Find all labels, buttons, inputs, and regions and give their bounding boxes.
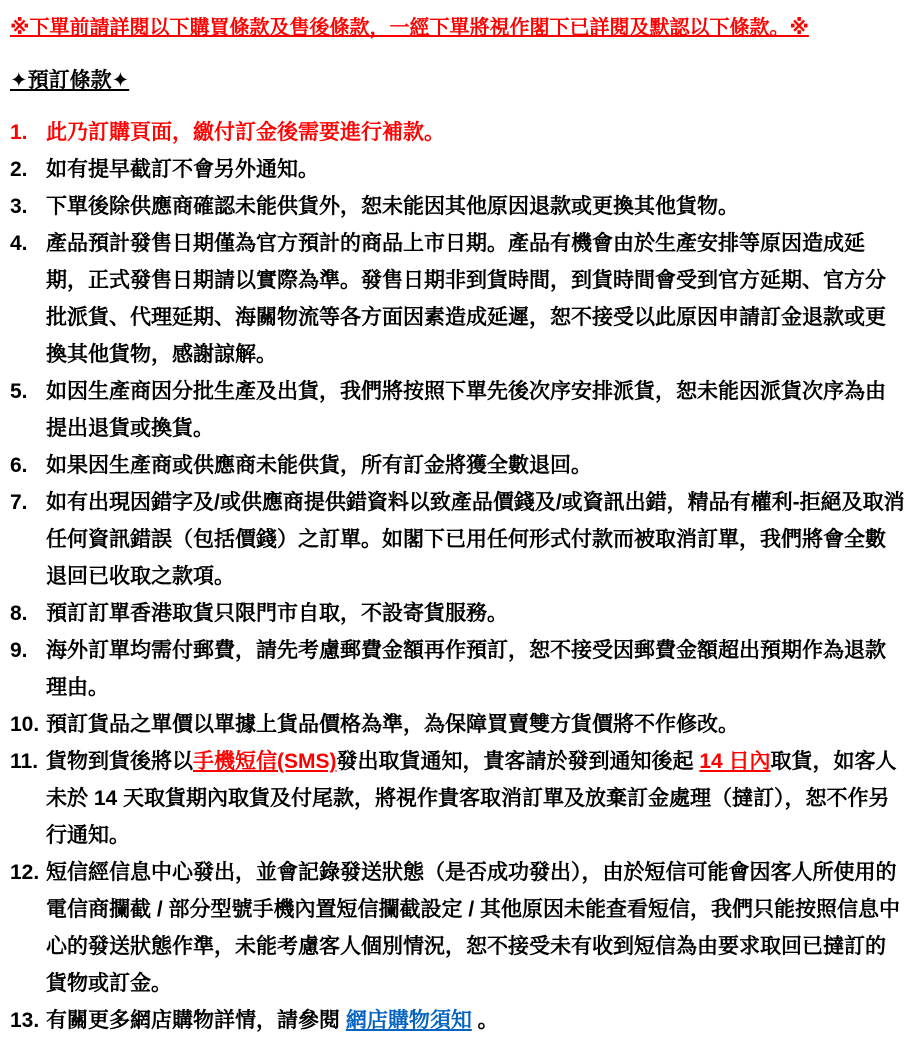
term-text: [46, 595, 905, 632]
term-segment: 短信經信息中心發出，並會記錄發送狀態（是否成功發出），由於短信可能會因客人所使用的電信商攔截 / 部分型號手機內置短信攔截設定 / 其他原因未能查看短信，我們只能按照信息中心的發送狀態作準，未能考慮客人個別情況，恕不接受未有收到短信為由要求取回已撻訂的貨物或訂金。: [46, 861, 901, 995]
term-segment: 如果因生產商或供應商未能供貨，所有訂金將獲全數退回。: [46, 454, 592, 477]
term-text: [46, 114, 905, 151]
term-number: 4.: [10, 232, 28, 255]
term-text: [46, 706, 905, 743]
term-number: 1.: [10, 121, 28, 144]
term-text: [46, 188, 905, 225]
term-item: [10, 595, 905, 632]
terms-list: [10, 114, 905, 1039]
term-item: [10, 373, 905, 447]
shop-guide-link[interactable]: 網店購物須知: [345, 1009, 472, 1032]
term-segment: 如有出現因錯字及/或供應商提供錯資料以致產品價錢及/或資訊出錯，精品有權利-拒絕及取消任何資訊錯誤（包括價錢）之訂單。如閣下已用任何形式付款而被取消訂單，我們將會全數退回已收取之款項。: [46, 491, 905, 588]
term-item: [10, 447, 905, 484]
term-item: [10, 854, 905, 1002]
term-text: [46, 484, 905, 595]
term-text: [46, 225, 905, 373]
highlighted-text: 此乃訂購頁面，繳付訂金後需要進行補款。: [46, 121, 445, 144]
term-segment: 發出取貨通知，貴客請於發到通知後起: [336, 750, 700, 773]
term-number: 3.: [10, 195, 28, 218]
term-text: [46, 447, 905, 484]
term-item: [10, 632, 905, 706]
term-segment: 產品預計發售日期僅為官方預計的商品上市日期。產品有機會由於生產安排等原因造成延期，正式發售日期請以實際為準。發售日期非到貨時間，到貨時間會受到官方延期、官方分批派貨、代理延期、海關物流等各方面因素造成延遲，恕不接受以此原因申請訂金退款或更換其他貨物，感謝諒解。: [46, 232, 886, 366]
term-text: [46, 743, 905, 854]
term-segment: 如因生產商因分批生產及出貨，我們將按照下單先後次序安排派貨，恕未能因派貨次序為由提出退貨或換貨。: [46, 380, 886, 440]
term-number: 12.: [10, 861, 40, 884]
term-text: [46, 632, 905, 706]
term-number: 11.: [10, 750, 39, 773]
term-segment: 海外訂單均需付郵費，請先考慮郵費金額再作預訂，恕不接受因郵費金額超出預期作為退款理由。: [46, 639, 886, 699]
term-segment: 有關更多網店購物詳情，請參閱: [46, 1009, 346, 1032]
term-text: [46, 373, 905, 447]
term-number: 9.: [10, 639, 28, 662]
term-number: 6.: [10, 454, 28, 477]
section-title-preorder-terms: ✦預訂條款✦: [10, 69, 130, 92]
term-item: [10, 1002, 905, 1039]
term-text: [46, 854, 905, 1002]
term-item: [10, 114, 905, 151]
highlighted-text: 14 日內: [699, 750, 771, 773]
term-item: [10, 151, 905, 188]
term-number: 2.: [10, 158, 28, 181]
term-segment: 如有提早截訂不會另外通知。: [46, 158, 319, 181]
term-number: 8.: [10, 602, 28, 625]
highlighted-text: 手機短信(SMS): [193, 750, 337, 773]
term-segment: 貨物到貨後將以: [46, 750, 193, 773]
term-segment: 。: [471, 1009, 499, 1032]
term-item: [10, 484, 905, 595]
terms-warning-header: ※下單前請詳閱以下購買條款及售後條款，一經下單將視作閣下已詳閱及默認以下條款。※: [10, 17, 809, 39]
term-item: [10, 706, 905, 743]
term-segment: 預訂貨品之單價以單據上貨品價格為準，為保障買賣雙方貨價將不作修改。: [46, 713, 739, 736]
term-segment: 預訂訂單香港取貨只限門市自取，不設寄貨服務。: [46, 602, 508, 625]
term-item: [10, 225, 905, 373]
term-number: 10.: [10, 713, 40, 736]
term-segment: 取貨，如客人未於 14 天取貨期內取貨及付尾款，將視作貴客取消訂單及放棄訂金處理（撻訂），恕不作另行通知。: [46, 750, 897, 847]
term-segment: 下單後除供應商確認未能供貨外，恕未能因其他原因退款或更換其他貨物。: [46, 195, 739, 218]
term-item: [10, 743, 905, 854]
term-number: 7.: [10, 491, 28, 514]
term-number: 5.: [10, 380, 28, 403]
term-item: [10, 188, 905, 225]
term-text: [46, 151, 905, 188]
term-number: 13.: [10, 1009, 40, 1032]
term-text: [46, 1002, 905, 1039]
